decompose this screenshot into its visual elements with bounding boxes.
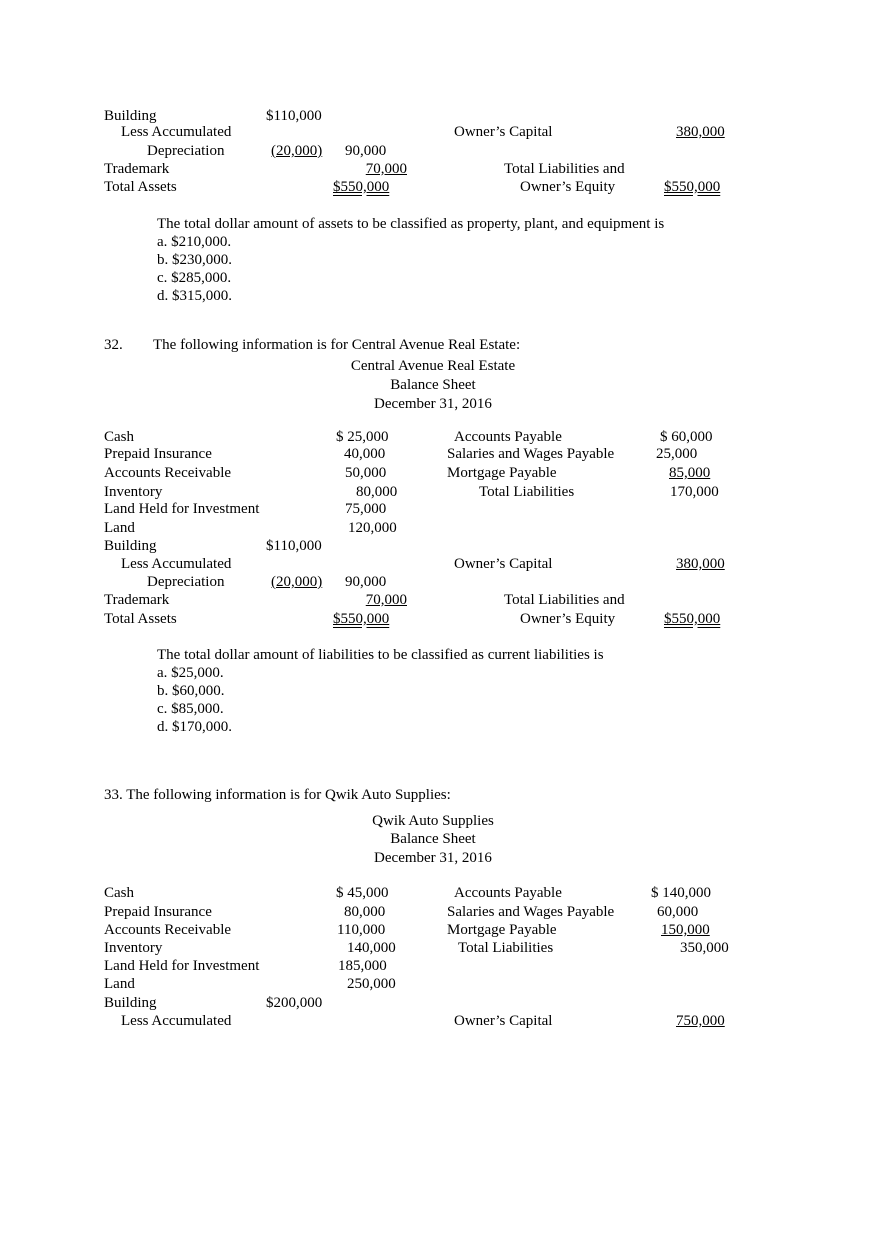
question-text: The total dollar amount of liabilities to be classified as current liabilities is bbox=[157, 647, 604, 663]
asset-amount: 110,000 bbox=[337, 922, 386, 938]
owners-capital-label: Owner’s Capital bbox=[454, 556, 553, 572]
less-accumulated-label: Less Accumulated bbox=[121, 1013, 232, 1029]
owners-capital-amount: 750,000 bbox=[676, 1013, 725, 1029]
liability-label: Mortgage Payable bbox=[447, 465, 557, 481]
less-accumulated-label: Less Accumulated bbox=[121, 124, 232, 140]
liability-label: Accounts Payable bbox=[454, 429, 562, 445]
asset-label: Cash bbox=[104, 429, 134, 445]
question-intro: The following information is for Central Avenue Real Estate: bbox=[153, 337, 521, 353]
depreciation-label: Depreciation bbox=[147, 574, 225, 590]
owners-capital-amount: 380,000 bbox=[676, 124, 725, 140]
total-assets-amount: $550,000 bbox=[333, 179, 390, 195]
asset-label: Inventory bbox=[104, 484, 163, 500]
asset-label: Land bbox=[104, 976, 135, 992]
question-intro: 33. The following information is for Qwik Auto Supplies: bbox=[104, 787, 451, 803]
less-accumulated-label: Less Accumulated bbox=[121, 556, 232, 572]
asset-amount: 75,000 bbox=[345, 501, 387, 517]
asset-label: Land Held for Investment bbox=[104, 501, 260, 517]
asset-amount: 120,000 bbox=[348, 520, 397, 536]
trademark-amount: 70,000 bbox=[365, 592, 407, 608]
statement-date: December 31, 2016 bbox=[374, 850, 492, 866]
liability-amount: 85,000 bbox=[669, 465, 711, 481]
net-building-amount: 90,000 bbox=[345, 143, 387, 159]
liability-label: Total Liabilities bbox=[458, 940, 554, 956]
liability-amount: 170,000 bbox=[670, 484, 719, 500]
owners-capital-label: Owner’s Capital bbox=[454, 1013, 553, 1029]
trademark-label: Trademark bbox=[104, 592, 170, 608]
liability-label: Salaries and Wages Payable bbox=[447, 904, 615, 920]
depreciation-label: Depreciation bbox=[147, 143, 225, 159]
asset-amount: 185,000 bbox=[338, 958, 387, 974]
liability-amount: 25,000 bbox=[656, 446, 698, 462]
statement-date: December 31, 2016 bbox=[374, 396, 492, 412]
option-d: d. $170,000. bbox=[157, 719, 232, 735]
asset-amount: 80,000 bbox=[344, 904, 386, 920]
net-building-amount: 90,000 bbox=[345, 574, 387, 590]
option-a: a. $210,000. bbox=[157, 234, 232, 250]
liability-label: Salaries and Wages Payable bbox=[447, 446, 615, 462]
total-le-amount: $550,000 bbox=[664, 611, 721, 627]
option-d: d. $315,000. bbox=[157, 288, 232, 304]
building-amount: $110,000 bbox=[266, 108, 322, 124]
owners-equity-label: Owner’s Equity bbox=[520, 179, 616, 195]
total-liabilities-and-label: Total Liabilities and bbox=[504, 161, 625, 177]
option-c: c. $285,000. bbox=[157, 270, 232, 286]
total-assets-amount: $550,000 bbox=[333, 611, 390, 627]
asset-label: Accounts Receivable bbox=[104, 922, 232, 938]
trademark-amount: 70,000 bbox=[365, 161, 407, 177]
owners-equity-label: Owner’s Equity bbox=[520, 611, 616, 627]
total-assets-label: Total Assets bbox=[104, 179, 177, 195]
statement-title: Balance Sheet bbox=[390, 377, 476, 393]
asset-label: Cash bbox=[104, 885, 134, 901]
total-assets-label: Total Assets bbox=[104, 611, 177, 627]
option-c: c. $85,000. bbox=[157, 701, 224, 717]
asset-label: Land Held for Investment bbox=[104, 958, 260, 974]
asset-label: Accounts Receivable bbox=[104, 465, 232, 481]
question-text: The total dollar amount of assets to be classified as property, plant, and equipment is bbox=[157, 216, 665, 232]
building-label: Building bbox=[104, 995, 157, 1011]
option-b: b. $230,000. bbox=[157, 252, 232, 268]
asset-amount: 40,000 bbox=[344, 446, 386, 462]
liability-amount: $ 140,000 bbox=[651, 885, 711, 901]
asset-amount: 140,000 bbox=[347, 940, 396, 956]
building-label: Building bbox=[104, 108, 157, 124]
asset-label: Land bbox=[104, 520, 135, 536]
question-number: 32. bbox=[104, 337, 123, 353]
company-name: Qwik Auto Supplies bbox=[372, 813, 494, 829]
liability-amount: 350,000 bbox=[680, 940, 729, 956]
owners-capital-amount: 380,000 bbox=[676, 556, 725, 572]
depreciation-amount: (20,000) bbox=[271, 574, 323, 590]
company-name: Central Avenue Real Estate bbox=[350, 358, 516, 374]
liability-amount: 150,000 bbox=[661, 922, 710, 938]
liability-label: Total Liabilities bbox=[479, 484, 575, 500]
asset-label: Inventory bbox=[104, 940, 163, 956]
asset-amount: 250,000 bbox=[347, 976, 396, 992]
total-le-amount: $550,000 bbox=[664, 179, 721, 195]
depreciation-amount: (20,000) bbox=[271, 143, 323, 159]
asset-amount: $ 25,000 bbox=[336, 429, 389, 445]
trademark-label: Trademark bbox=[104, 161, 170, 177]
building-label: Building bbox=[104, 538, 157, 554]
total-liabilities-and-label: Total Liabilities and bbox=[504, 592, 625, 608]
building-amount: $200,000 bbox=[266, 995, 323, 1011]
liability-label: Mortgage Payable bbox=[447, 922, 557, 938]
asset-amount: $ 45,000 bbox=[336, 885, 389, 901]
building-amount: $110,000 bbox=[266, 538, 322, 554]
statement-title: Balance Sheet bbox=[390, 831, 476, 847]
asset-amount: 80,000 bbox=[356, 484, 398, 500]
liability-amount: $ 60,000 bbox=[660, 429, 713, 445]
liability-amount: 60,000 bbox=[657, 904, 699, 920]
asset-amount: 50,000 bbox=[345, 465, 387, 481]
option-b: b. $60,000. bbox=[157, 683, 225, 699]
liability-label: Accounts Payable bbox=[454, 885, 562, 901]
asset-label: Prepaid Insurance bbox=[104, 446, 212, 462]
asset-label: Prepaid Insurance bbox=[104, 904, 212, 920]
option-a: a. $25,000. bbox=[157, 665, 224, 681]
owners-capital-label: Owner’s Capital bbox=[454, 124, 553, 140]
